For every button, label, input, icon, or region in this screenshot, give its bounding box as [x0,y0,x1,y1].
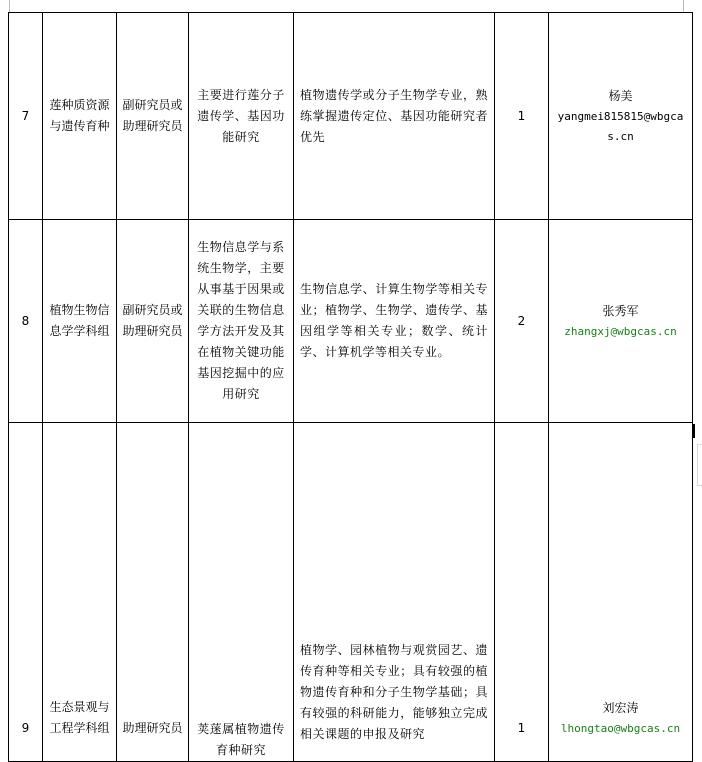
hiring-count: 1 [495,423,549,762]
contact-name: 刘宏涛 [602,701,639,715]
contact-name: 杨美 [608,89,633,103]
row-number: 9 [9,423,43,762]
contact-cell [549,220,693,423]
research-topic: 生物信息学与系统生物学，主要从事基于因果或关联的生物信息学方法开发及其在植物关键功能基因挖掘中的应用研究 [189,220,294,423]
side-gutter [697,444,702,486]
row-number: 8 [9,220,43,423]
research-topic: 荚蒾属植物遗传育种研究 [189,423,294,762]
position-title: 副研究员或助理研究员 [117,220,189,423]
research-group: 生态景观与工程学科组 [43,423,117,762]
requirements: 植物遗传学或分子生物学专业，熟练掌握遗传定位、基因功能研究者优先 [294,13,495,220]
text-cursor [693,424,695,438]
table-row [9,220,693,423]
row-number: 7 [9,13,43,220]
contact-email: yangmei815815@wbgcas.cn [557,110,684,143]
column-edge-mark-right [683,0,684,12]
table-row [9,13,693,220]
contact-cell [549,13,693,220]
contact-email-link[interactable]: zhangxj@wbgcas.cn [564,325,677,338]
column-edge-mark-left [9,0,10,12]
requirements: 植物学、园林植物与观赏园艺、遗传育种等相关专业；具有较强的植物遗传育种和分子生物学基础；具有较强的科研能力，能够独立完成相关课题的申报及研究 [294,423,495,762]
position-title: 助理研究员 [117,423,189,762]
table-row [9,423,693,762]
contact-email-link[interactable]: lhongtao@wbgcas.cn [560,722,681,735]
hiring-count: 1 [495,13,549,220]
requirements: 生物信息学、计算生物学等相关专业；植物学、生物学、遗传学、基因组学等相关专业；数学、统计学、计算机学等相关专业。 [294,220,495,423]
position-title: 副研究员或助理研究员 [117,13,189,220]
research-group: 莲种质资源与遗传育种 [43,13,117,220]
research-group: 植物生物信息学学科组 [43,220,117,423]
recruitment-table [8,12,693,762]
research-topic: 主要进行莲分子遗传学、基因功能研究 [189,13,294,220]
hiring-count: 2 [495,220,549,423]
contact-cell [549,423,693,762]
contact-name: 张秀军 [602,304,639,318]
